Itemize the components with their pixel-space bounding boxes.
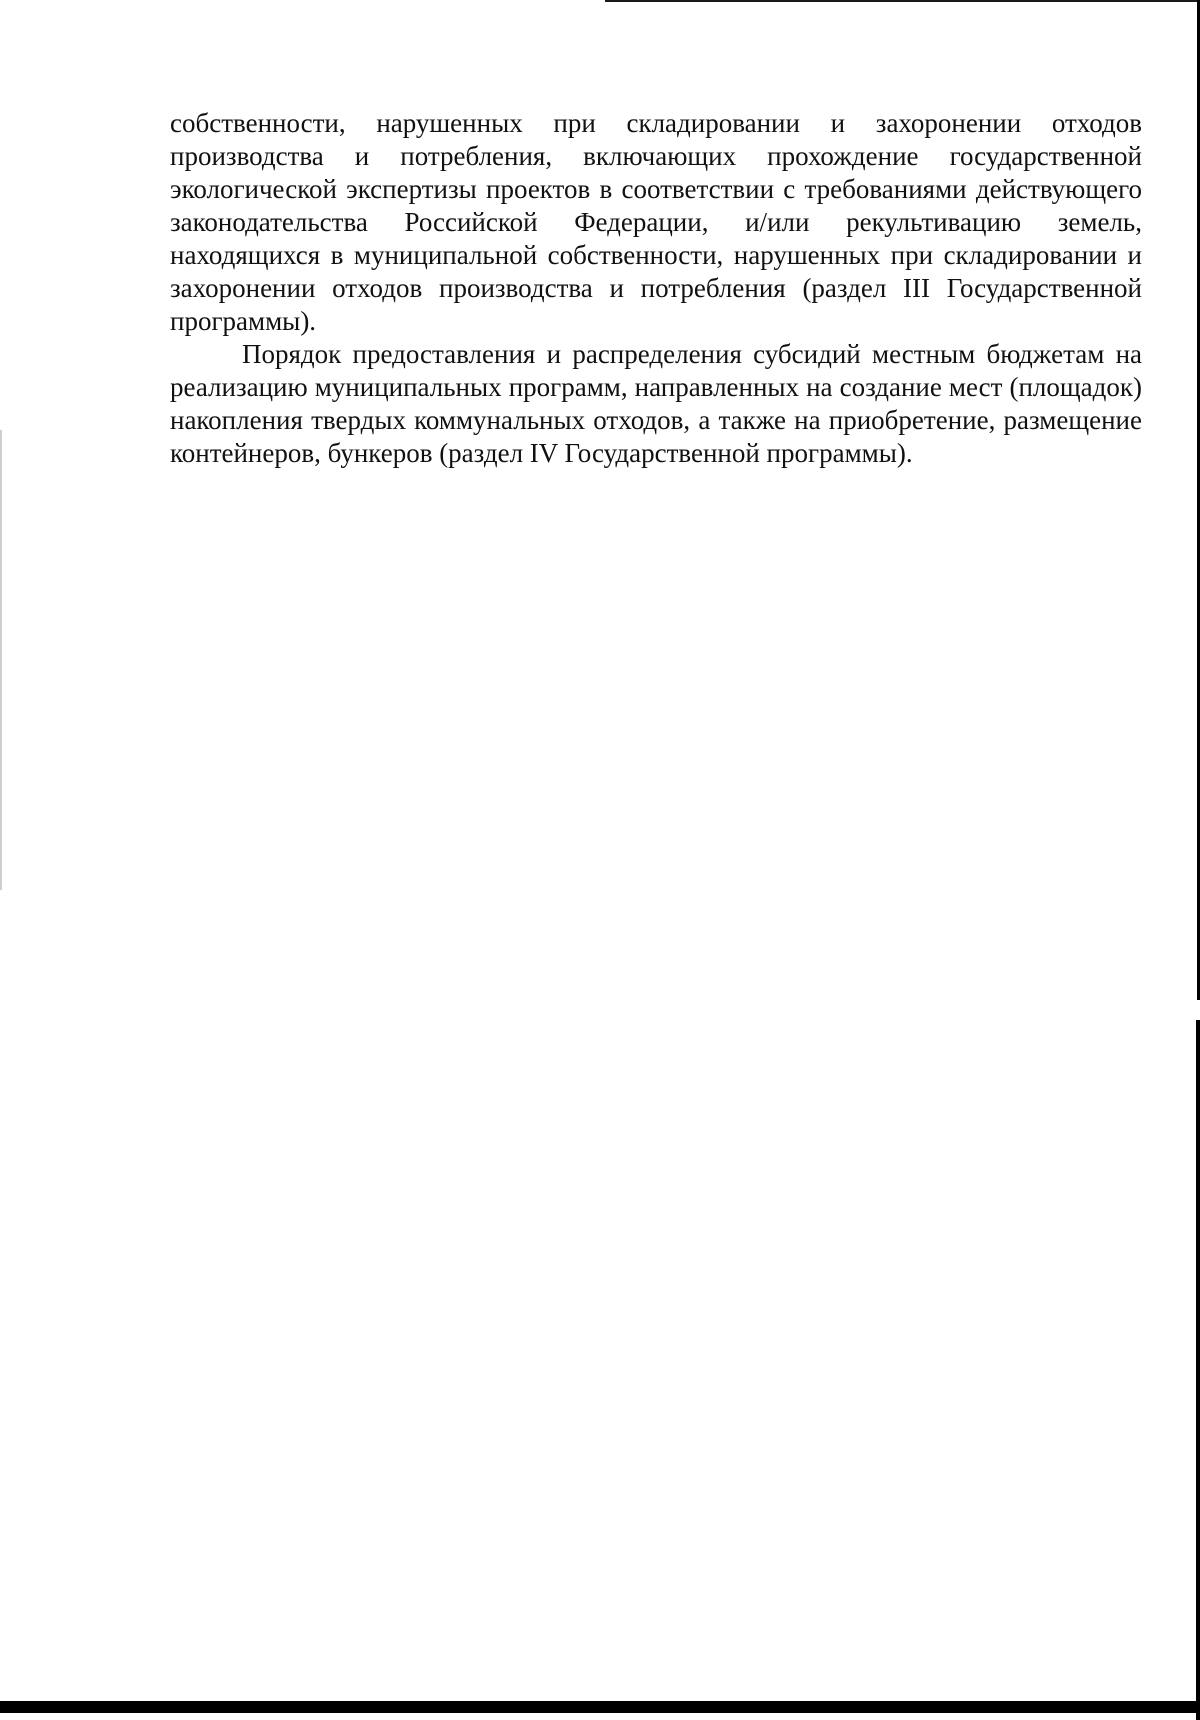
- scan-bottom-edge-bar: [0, 1701, 1200, 1713]
- scan-right-edge-mark: [1196, 1020, 1200, 1720]
- scan-top-edge-line: [605, 0, 1200, 2]
- scan-left-edge-mark: [0, 430, 2, 890]
- paragraph-procedure-subsidies: Порядок предоставления и распределения субсидий местным бюджетам на реализацию муниципальных программ, направленных на создание мест (площадок) накопления твердых коммунальных отходов, а также на приобретение, размещение контейнеров, бункеров (раздел IV Государственной программы).: [170, 339, 1142, 468]
- document-body: [170, 107, 1142, 470]
- paragraph-continuation: собственности, нарушенных при складировании и захоронении отходов производства и потребления, включающих прохождение государственной экологической экспертизы проектов в соответствии с требованиями действующего законодательства Российской Федерации, и/или рекультивацию земель, находящихся в муниципальной собственности, нарушенных при складировании и захоронении отходов производства и потребления (раздел III Государственной программы).: [170, 108, 1142, 336]
